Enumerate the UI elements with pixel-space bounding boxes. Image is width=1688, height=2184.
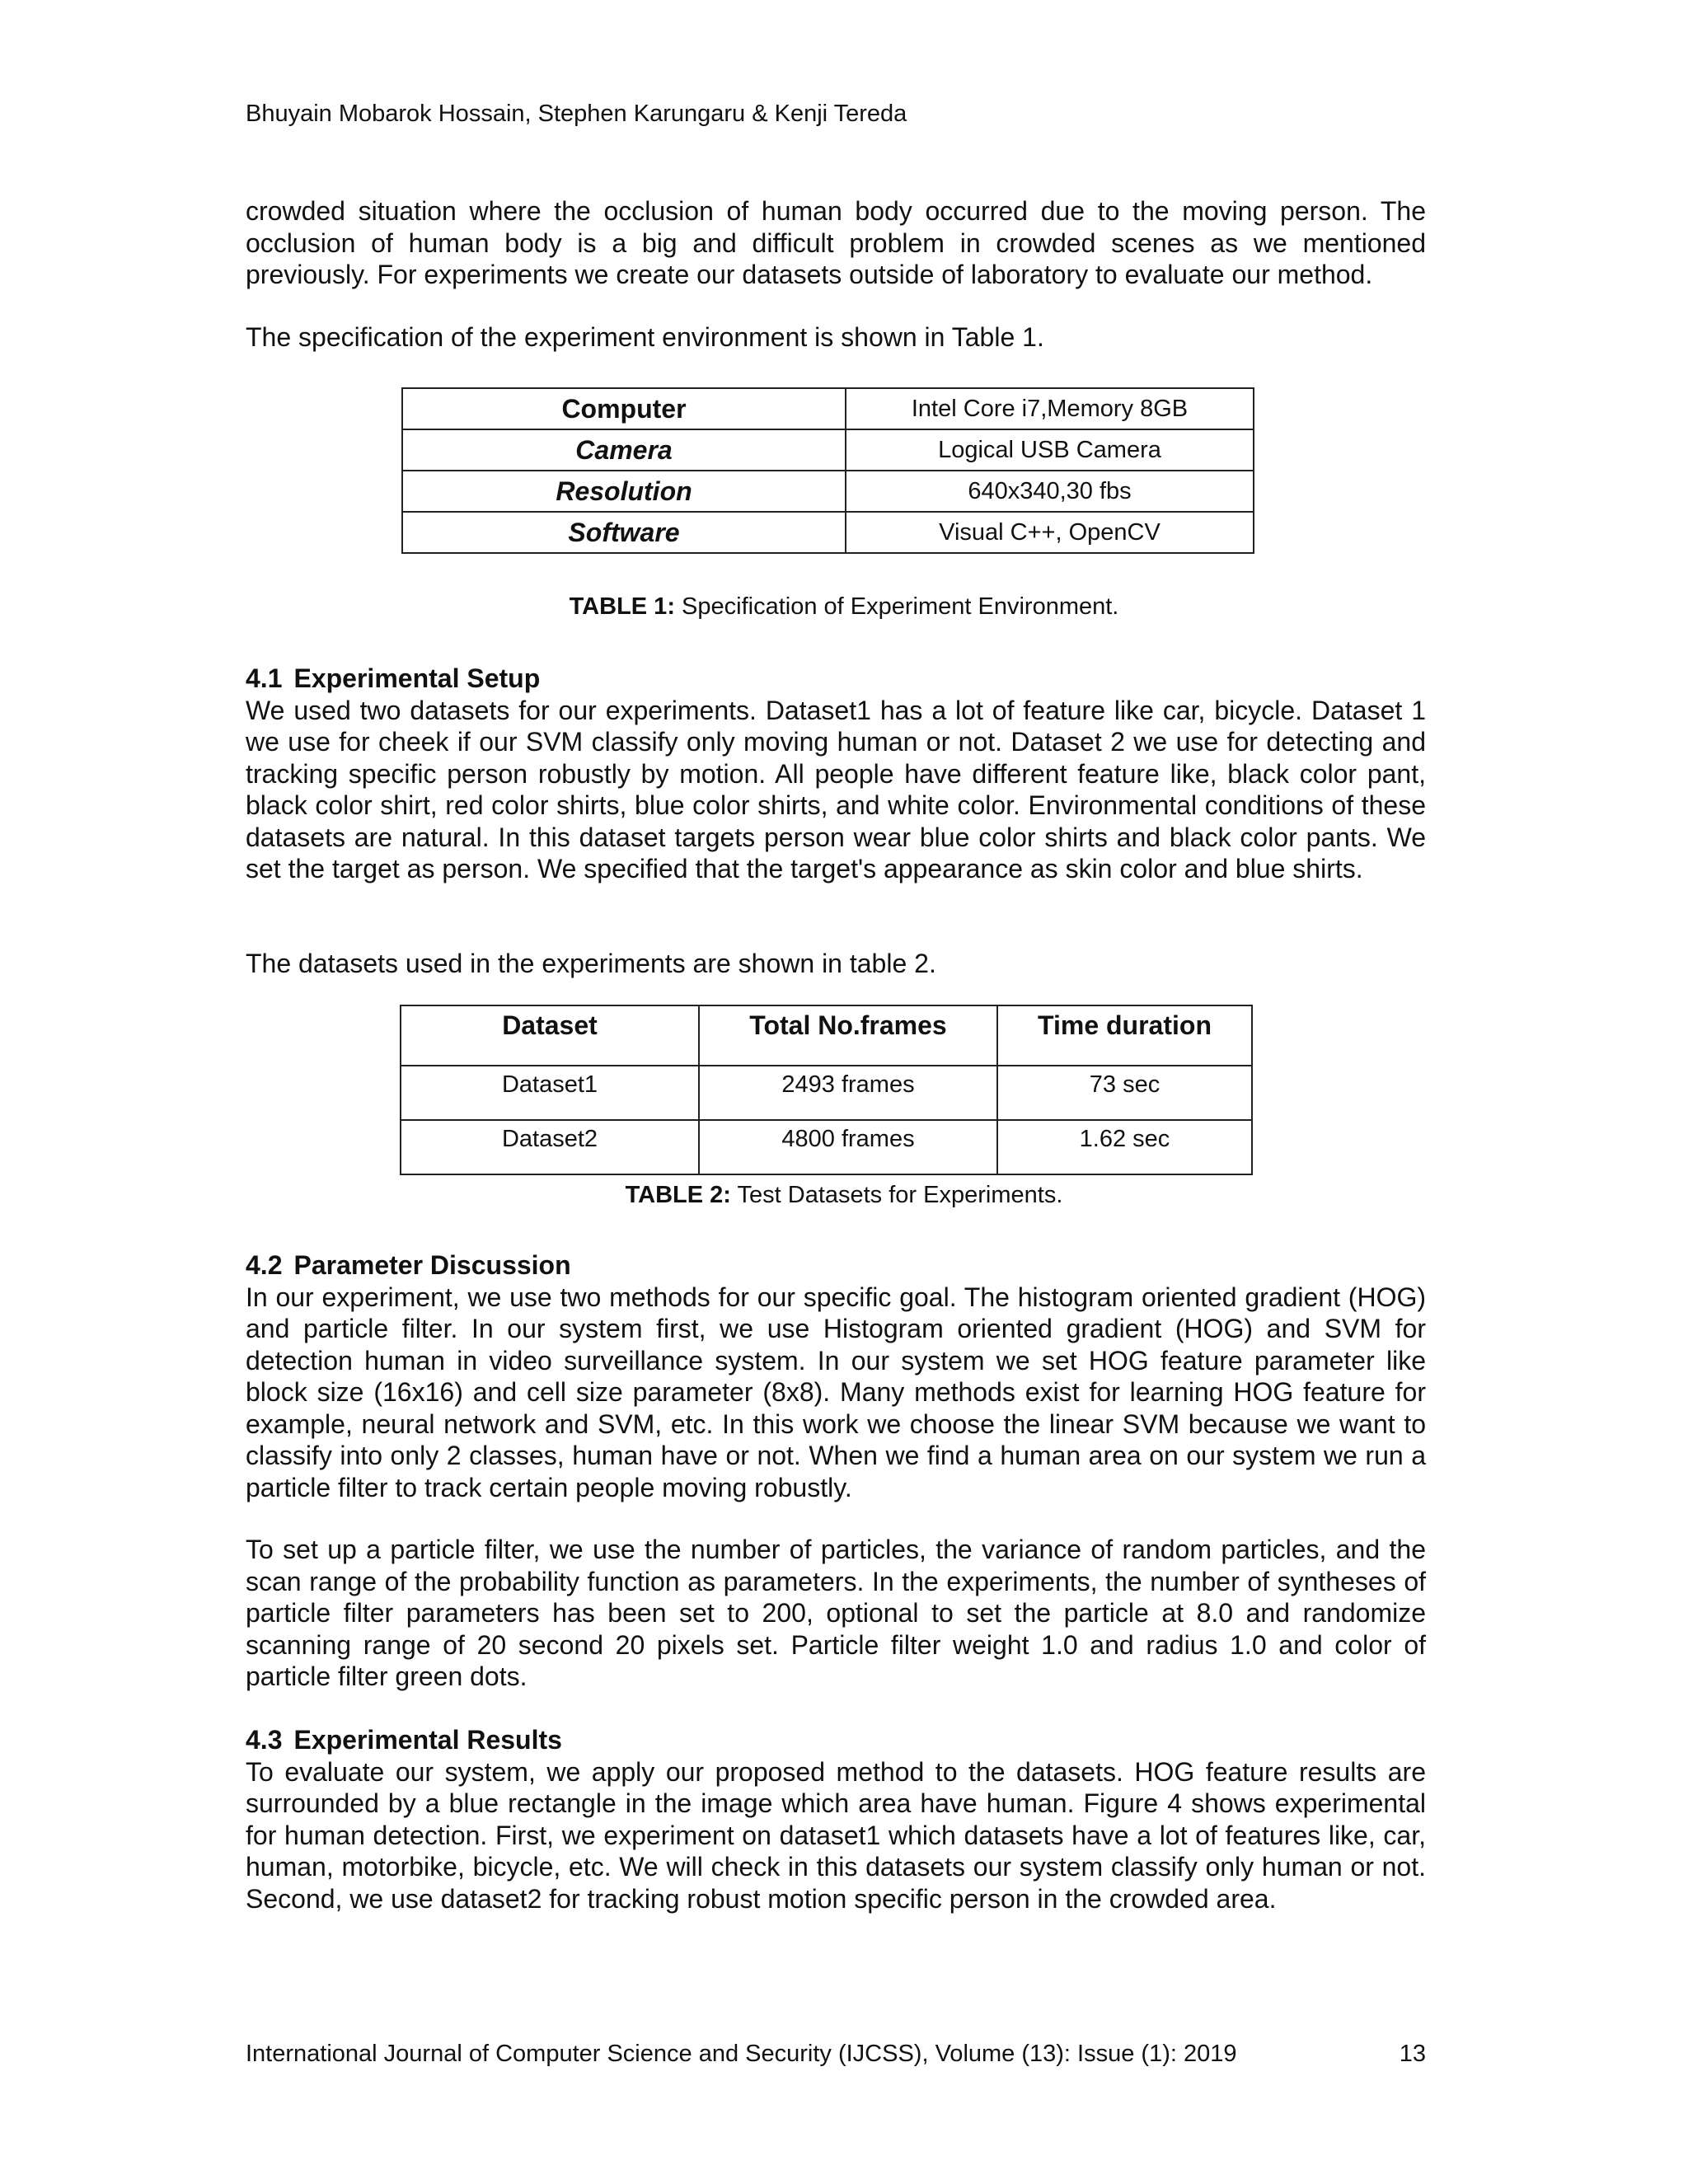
table-cell: 73 sec [997, 1066, 1252, 1120]
table-row [402, 429, 1254, 471]
section-4-3-paragraph: To evaluate our system, we apply our proposed method to the datasets. HOG feature results are surrounded by a blue rectangle in the image which area have human. Figure 4 shows experimental for human detection. First, we experiment on dataset1 which datasets have a lot of features like, car, human, motorbike, bicycle, etc. We will check in this datasets our system classify only human or not. Second, we use dataset2 for tracking robust motion specific person in the crowded area. [246, 1756, 1426, 1914]
table1-caption-text: Specification of Experiment Environment. [674, 593, 1119, 620]
section-4-2-paragraph-1: In our experiment, we use two methods for our specific goal. The histogram oriented gradient (HOG) and particle filter. In our system first, we use Histogram oriented gradient (HOG) and SVM for detection human in video surveillance system. In our system we set HOG feature parameter like block size (16x16) and cell size parameter (8x8). Many methods exist for learning HOG feature for example, neural network and SVM, etc. In this work we choose the linear SVM because we want to classify into only 2 classes, human have or not. When we find a human area on our system we run a particle filter to track certain people moving robustly. [246, 1282, 1426, 1502]
datasets-table [400, 1005, 1253, 1175]
intro-paragraph: crowded situation where the occlusion of human body occurred due to the moving person. The occlusion of human body is a big and difficult problem in crowded scenes as we mentioned previously. For experiments we create our datasets outside of laboratory to evaluate our method. [246, 196, 1426, 289]
spec-value-resolution: 640x340,30 fbs [846, 471, 1254, 512]
table-cell: 2493 frames [699, 1066, 997, 1120]
section-4-2-continued [246, 1534, 1426, 1693]
journal-citation: International Journal of Computer Science and Security (IJCSS), Volume (13): Issue (1): 2019 [246, 2041, 1237, 2067]
section-heading-4-3 [246, 1724, 1426, 1756]
section-title: Experimental Results [293, 1725, 562, 1755]
table-cell: Dataset2 [401, 1120, 699, 1174]
spec-key-resolution: Resolution [402, 471, 846, 512]
section-4-3 [246, 1724, 1426, 1915]
specification-table [401, 387, 1254, 554]
section-title: Parameter Discussion [293, 1250, 571, 1280]
table-cell: Dataset1 [401, 1066, 699, 1120]
column-header-time-duration: Time duration [997, 1005, 1252, 1066]
table-row [401, 1120, 1252, 1174]
section-number: 4.2 [246, 1250, 283, 1280]
column-header-dataset: Dataset [401, 1005, 699, 1066]
section-4-1-paragraph: We used two datasets for our experiments. Dataset1 has a lot of feature like car, bicycle. Dataset 1 we use for cheek if our SVM classify only moving human or not. Dataset 2 we use for detecting and tracking specific person robustly by motion. All people have different feature like, black color pant, black color shirt, red color shirts, blue color shirts, and white color. Environmental conditions of these datasets are natural. In this dataset targets person wear blue color shirts and black color pants. We set the target as person. We specified that the target's appearance as skin color and blue shirts. [246, 695, 1426, 883]
table1-reference-text: The specification of the experiment environment is shown in Table 1. [246, 322, 1044, 352]
table-header-row [401, 1005, 1252, 1066]
spec-value-computer: Intel Core i7,Memory 8GB [846, 388, 1254, 429]
spec-key-computer: Computer [402, 388, 846, 429]
table-row [402, 512, 1254, 553]
section-title: Experimental Setup [293, 663, 541, 693]
spec-value-camera: Logical USB Camera [846, 429, 1254, 471]
running-head-authors: Bhuyain Mobarok Hossain, Stephen Karungaru & Kenji Tereda [246, 101, 907, 127]
table1-caption-label: TABLE 1: [569, 593, 675, 620]
table-row [401, 1066, 1252, 1120]
section-heading-4-2 [246, 1249, 1426, 1282]
table1-reference-block [246, 321, 1426, 354]
section-heading-4-1 [246, 663, 1426, 695]
section-number: 4.3 [246, 1725, 283, 1755]
spec-key-software: Software [402, 512, 846, 553]
table1-caption [0, 593, 1688, 621]
table-cell: 4800 frames [699, 1120, 997, 1174]
table2-caption-label: TABLE 2: [625, 1182, 731, 1208]
table2-caption-text: Test Datasets for Experiments. [730, 1182, 1063, 1208]
column-header-total-frames: Total No.frames [699, 1005, 997, 1066]
table2-reference-text: The datasets used in the experiments are shown in table 2. [246, 949, 936, 978]
spec-value-software: Visual C++, OpenCV [846, 512, 1254, 553]
section-number: 4.1 [246, 663, 283, 693]
section-4-1 [246, 663, 1426, 885]
table-cell: 1.62 sec [997, 1120, 1252, 1174]
page-number: 13 [1399, 2041, 1426, 2067]
table-row [402, 471, 1254, 512]
spec-key-camera: Camera [402, 429, 846, 471]
table2-reference-block [246, 948, 1426, 980]
section-4-2-paragraph-2: To set up a particle filter, we use the number of particles, the variance of random particles, and the scan range of the probability function as parameters. In the experiments, the number of syntheses of particle filter parameters has been set to 200, optional to set the particle at 8.0 and randomize scanning range of 20 second 20 pixels set. Particle filter weight 1.0 and radius 1.0 and color of particle filter green dots. [246, 1535, 1426, 1691]
table-row [402, 388, 1254, 429]
table2-caption [0, 1181, 1688, 1209]
intro-block [246, 195, 1426, 291]
section-4-2 [246, 1249, 1426, 1503]
